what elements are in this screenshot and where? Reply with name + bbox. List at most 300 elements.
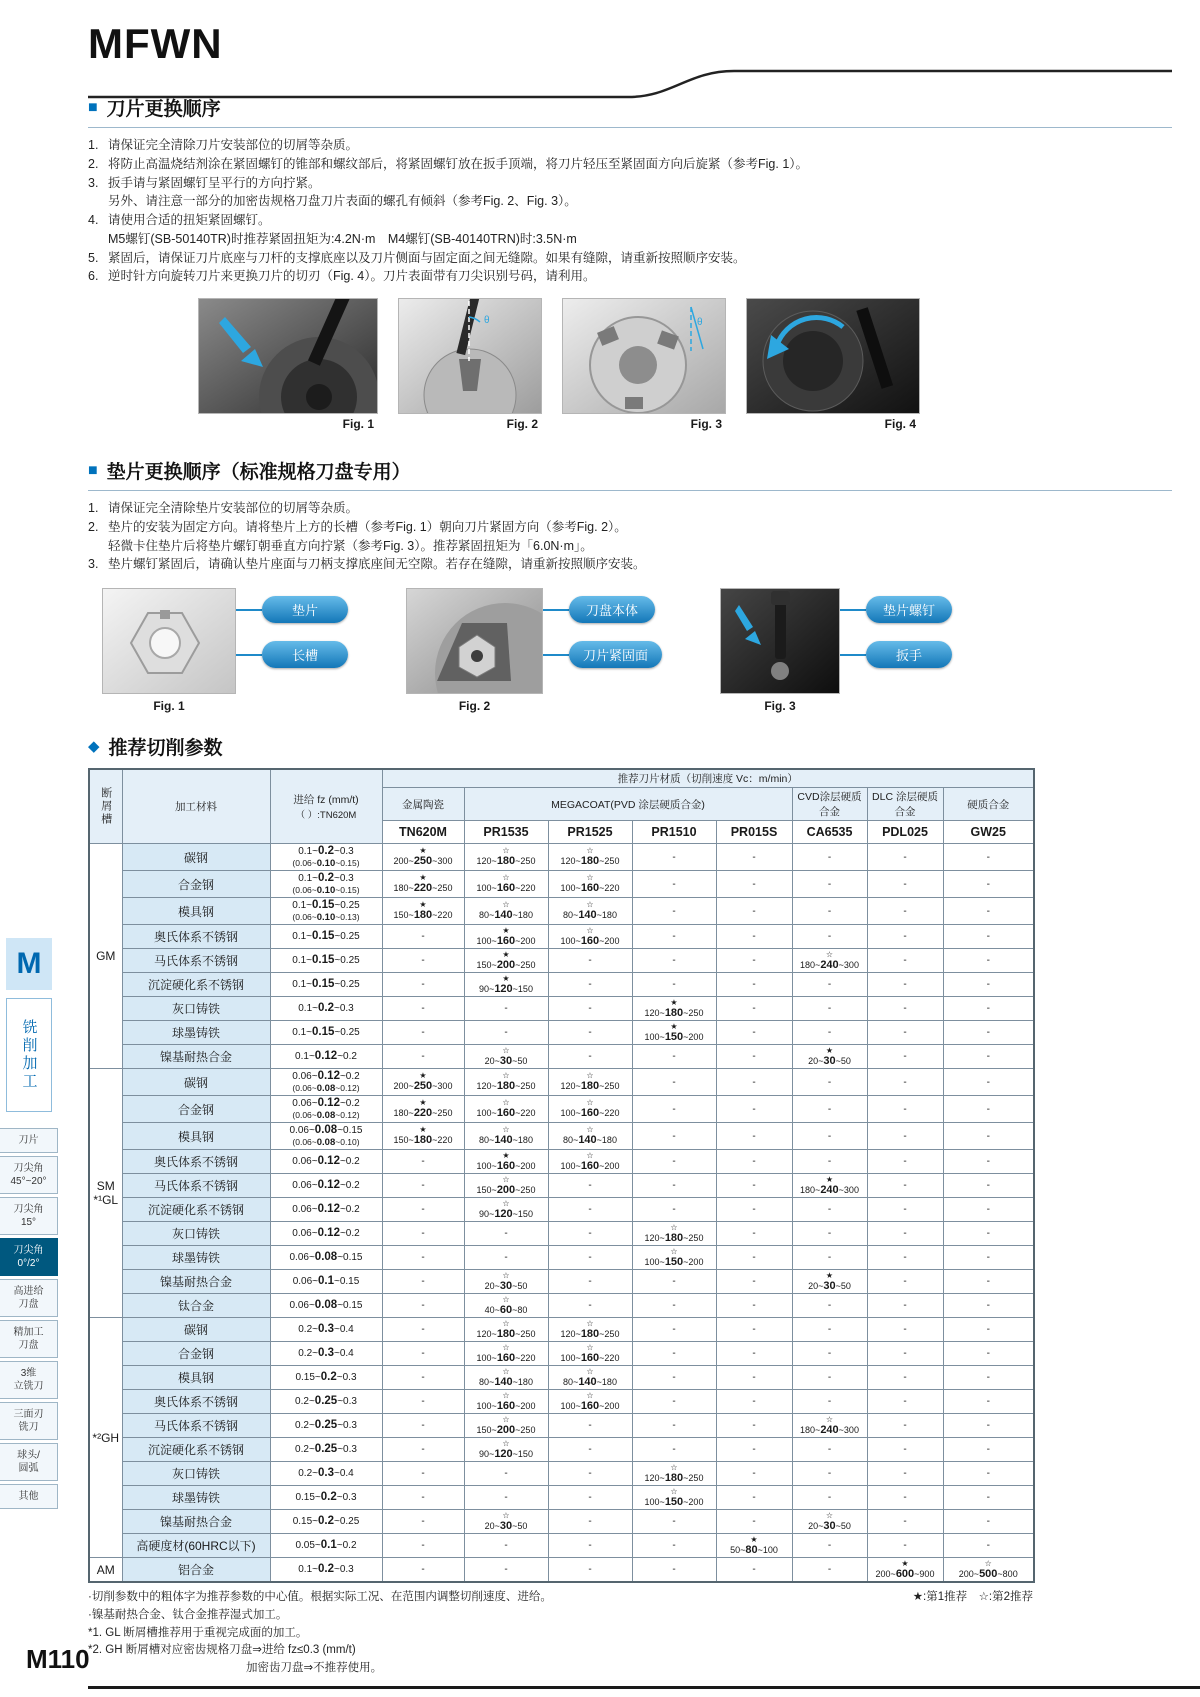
empty-cell: - (716, 1366, 792, 1390)
empty-cell: - (792, 973, 867, 997)
instruction-step-line (88, 230, 1172, 249)
empty-cell: - (943, 1366, 1034, 1390)
empty-cell: - (632, 1318, 716, 1342)
empty-cell: - (548, 1534, 632, 1558)
speed-cell: ★ 200~250~300 (382, 844, 464, 871)
empty-cell: - (792, 1069, 867, 1096)
table-row (89, 898, 1034, 925)
shim-figure-3-label: Fig. 3 (764, 699, 796, 713)
empty-cell: - (792, 844, 867, 871)
sidebar-tab-6[interactable]: 3维 立铣刀 (0, 1361, 58, 1399)
step-text: 扳手请与紧固螺钉呈平行的方向拧紧。 (108, 175, 321, 190)
step-number: 2. (88, 156, 99, 171)
insert-figure-1 (198, 298, 378, 431)
speed-cell: ★ 100~160~200 (464, 1150, 548, 1174)
notes-list (88, 1589, 1033, 1678)
empty-cell: - (943, 1294, 1034, 1318)
sidebar-tab-0[interactable]: 刀片 (0, 1128, 58, 1153)
feed-cell: 0.2~0.3~0.4 (270, 1462, 382, 1486)
table-note: ·切削参数中的粗体字为推荐参数的中心值。根据实际工况、在范围内调整切削速度、进给。 (88, 1591, 552, 1603)
step-text: 垫片的安装为固定方向。请将垫片上方的长槽（参考Fig. 1）朝向刀片紧固方向（参考Fig. 2）。 (108, 519, 627, 534)
recommendation-star: ☆ (502, 1098, 510, 1107)
speed-cell: ★ 100~160~200 (464, 925, 548, 949)
recommendation-star: ★ (419, 900, 427, 909)
recommendation-star: ☆ (502, 1390, 510, 1400)
grade-header: TN620M (382, 821, 464, 844)
section2-title: 垫片更换顺序（标准规格刀盘专用） (106, 462, 411, 483)
table-row (89, 1222, 1034, 1246)
callout-pill: 刀片紧固面 (569, 641, 662, 668)
table-row (89, 1150, 1034, 1174)
insert-figure-2-label: Fig. 2 (506, 417, 538, 431)
empty-cell: - (548, 1045, 632, 1069)
section1-title: 刀片更换顺序 (106, 99, 221, 120)
feed-cell: 0.2~0.3~0.4 (270, 1342, 382, 1366)
sidebar-tab-2[interactable]: 刀尖角 15° (0, 1197, 58, 1235)
empty-cell: - (632, 1096, 716, 1123)
material-cell: 镍基耐热合金 (122, 1270, 270, 1294)
step-text: 将防止高温烧结剂涂在紧固螺钉的锥部和螺纹部后，将紧固螺钉放在扳手顶端，将刀片轻压至紧固面方向后旋紧（参考Fig. 1）。 (108, 156, 809, 171)
bottom-rule (88, 1686, 1200, 1689)
empty-cell: - (792, 871, 867, 898)
material-cell: 球墨铸铁 (122, 1021, 270, 1045)
speed-cell: ☆ 20~30~50 (464, 1510, 548, 1534)
table-row (89, 1270, 1034, 1294)
empty-cell: - (792, 1486, 867, 1510)
speed-cell: ☆ 100~150~200 (632, 1486, 716, 1510)
recommendation-star: ☆ (586, 1071, 594, 1080)
empty-cell: - (632, 1414, 716, 1438)
empty-cell: - (716, 1414, 792, 1438)
insert-figure-4 (746, 298, 920, 431)
feed-cell: 0.06~0.12~0.2 (270, 1222, 382, 1246)
sidebar-tab-1[interactable]: 刀尖角 45°~20° (0, 1156, 58, 1194)
speed-cell: ☆ 150~200~250 (464, 1414, 548, 1438)
empty-cell: - (632, 1294, 716, 1318)
grade-header: PR1535 (464, 821, 548, 844)
empty-cell: - (792, 1096, 867, 1123)
feed-cell: 0.06~0.08~0.15 (0.06~0.08~0.10) (270, 1123, 382, 1150)
speed-cell: ☆ 120~180~250 (548, 1318, 632, 1342)
feed-cell: 0.1~0.15~0.25 (270, 949, 382, 973)
speed-cell: ☆ 100~160~200 (548, 1150, 632, 1174)
empty-cell: - (716, 844, 792, 871)
table-note: *1. GL 断屑槽推荐用于重视完成面的加工。 (88, 1626, 308, 1639)
empty-cell: - (632, 1342, 716, 1366)
empty-cell: - (943, 1069, 1034, 1096)
callout-pill: 垫片螺钉 (866, 596, 952, 623)
step-text: 逆时针方向旋转刀片来更换刀片的切刃（Fig. 4）。刀片表面带有刀尖识别号码，请利用。 (108, 269, 596, 284)
sidebar-index-letter[interactable]: M (6, 938, 52, 990)
material-cell: 碳钢 (122, 1318, 270, 1342)
empty-cell: - (548, 1270, 632, 1294)
empty-cell: - (943, 1486, 1034, 1510)
callout-clamp-face (543, 641, 662, 668)
empty-cell: - (632, 1438, 716, 1462)
empty-cell: - (382, 1150, 464, 1174)
empty-cell: - (382, 949, 464, 973)
empty-cell: - (943, 844, 1034, 871)
empty-cell: - (867, 1366, 943, 1390)
empty-cell: - (867, 973, 943, 997)
step-number: 2. (88, 519, 99, 534)
breaker-column-header: 断屑槽 (89, 769, 122, 844)
table-row (89, 1021, 1034, 1045)
shim-slot (160, 610, 170, 619)
empty-cell: - (632, 949, 716, 973)
empty-cell: - (382, 997, 464, 1021)
empty-cell: - (632, 1534, 716, 1558)
speed-cell: ☆ 100~160~220 (548, 871, 632, 898)
instruction-step-line (88, 267, 1172, 286)
empty-cell: - (382, 1294, 464, 1318)
empty-cell: - (464, 1246, 548, 1270)
recommendation-star: ☆ (502, 1270, 510, 1280)
speed-cell: ☆ 80~140~180 (548, 1123, 632, 1150)
recommendation-star: ☆ (670, 1486, 678, 1496)
grade-group-header: DLC 涂层硬质合金 (867, 788, 943, 821)
empty-cell: - (632, 1150, 716, 1174)
empty-cell: - (867, 1045, 943, 1069)
recommendation-star: ☆ (502, 1071, 510, 1080)
feed-cell: 0.05~0.1~0.2 (270, 1534, 382, 1558)
empty-cell: - (867, 898, 943, 925)
recommendation-star: ☆ (586, 1098, 594, 1107)
recommendation-star: ☆ (586, 1342, 594, 1352)
empty-cell: - (716, 949, 792, 973)
empty-cell: - (943, 871, 1034, 898)
section2-rule (88, 490, 1172, 491)
feed-cell: 0.2~0.25~0.3 (270, 1414, 382, 1438)
empty-cell: - (867, 1510, 943, 1534)
diamond-bullet-icon: ◆ (88, 737, 100, 755)
empty-cell: - (548, 1462, 632, 1486)
speed-cell: ★ 180~240~300 (792, 1174, 867, 1198)
sidebar-tab-8[interactable]: 球头/ 圆弧 (0, 1443, 58, 1481)
shim-fig2-photo (406, 588, 543, 694)
sidebar-tab-3[interactable]: 刀尖角 0°/2° (0, 1238, 58, 1276)
empty-cell: - (548, 1438, 632, 1462)
page-number: M110 (26, 1644, 90, 1674)
table-row (89, 844, 1034, 871)
sidebar-tab-9[interactable]: 其他 (0, 1484, 58, 1509)
empty-cell: - (792, 1246, 867, 1270)
table-row (89, 1246, 1034, 1270)
feed-cell: 0.1~0.15~0.25 (0.06~0.10~0.13) (270, 898, 382, 925)
table-row (89, 1123, 1034, 1150)
recommendation-star: ☆ (825, 1414, 834, 1424)
recommendation-star: ★ (502, 949, 510, 959)
speed-cell: ☆ 90~120~150 (464, 1198, 548, 1222)
empty-cell: - (632, 1558, 716, 1583)
empty-cell: - (716, 973, 792, 997)
step-number: 6. (88, 269, 99, 284)
breaker-group-cell: SM *¹GL (89, 1069, 122, 1318)
empty-cell: - (792, 1150, 867, 1174)
sidebar (0, 938, 64, 1509)
feed-cell: 0.15~0.2~0.3 (270, 1366, 382, 1390)
recommendation-star: ☆ (586, 900, 594, 909)
table-note: *2. GH 断屑槽对应密齿规格刀盘⇒进给 fz≤0.3 (mm/t) (88, 1644, 356, 1657)
empty-cell: - (632, 925, 716, 949)
recommendation-star: ★ (825, 1174, 834, 1184)
insert-steps (88, 136, 1172, 286)
empty-cell: - (867, 1534, 943, 1558)
feed-cell: 0.06~0.08~0.15 (270, 1294, 382, 1318)
empty-cell: - (716, 1069, 792, 1096)
section-cutting-params (88, 733, 1172, 1678)
recommendation-star: ☆ (502, 1342, 510, 1352)
table-row (89, 1318, 1034, 1342)
empty-cell: - (792, 1462, 867, 1486)
table-row (89, 973, 1034, 997)
empty-cell: - (632, 844, 716, 871)
step-number (88, 230, 108, 249)
speed-cell: ★ 200~600~900 (867, 1558, 943, 1583)
empty-cell: - (792, 1534, 867, 1558)
material-cell: 沉淀硬化系不锈钢 (122, 1438, 270, 1462)
recommendation-star: ☆ (502, 1438, 510, 1448)
recommendation-star: ☆ (586, 873, 594, 882)
callout-cutter-body (543, 596, 662, 623)
recommendation-star: ☆ (502, 1198, 510, 1208)
recommendation-star: ☆ (825, 1510, 834, 1520)
shim-figure-3 (720, 588, 952, 713)
empty-cell: - (632, 973, 716, 997)
recommendation-star: ☆ (825, 949, 834, 959)
section-insert-replacement (88, 94, 1172, 431)
empty-cell: - (382, 1198, 464, 1222)
shim-steps (88, 499, 1172, 574)
empty-cell: - (464, 1021, 548, 1045)
speed-cell: ★ 120~180~250 (632, 997, 716, 1021)
callout-pill: 垫片 (262, 596, 348, 623)
step-text: 垫片螺钉紧固后，请确认垫片座面与刀柄支撑底座间无空隙。若存在缝隙，请重新按照顺序安装。 (108, 557, 646, 572)
empty-cell: - (548, 997, 632, 1021)
empty-cell: - (716, 898, 792, 925)
callout-slot (236, 641, 348, 668)
step-text: M5螺钉(SB-50140TR)时推荐紧固扭矩为:4.2N·m M4螺钉(SB-40140TRN)时:3.5N·m (108, 231, 577, 246)
material-cell: 灰口铸铁 (122, 997, 270, 1021)
instruction-step-line (88, 174, 1172, 193)
grade-header: CA6535 (792, 821, 867, 844)
material-cell: 球墨铸铁 (122, 1486, 270, 1510)
insert-figure-2 (398, 298, 542, 431)
sidebar-tabs (0, 1128, 58, 1509)
table-notes (88, 1589, 1033, 1678)
speed-cell: ☆ 20~30~50 (464, 1270, 548, 1294)
empty-cell: - (464, 1462, 548, 1486)
speed-cell: ★ 180~220~250 (382, 871, 464, 898)
empty-cell: - (382, 925, 464, 949)
insert-fig2-photo (398, 298, 542, 414)
feed-column-header: 进给 fz (mm/t) （ ）:TN620M (270, 769, 382, 844)
speed-cell: ☆ 100~160~220 (464, 1342, 548, 1366)
empty-cell: - (548, 1021, 632, 1045)
empty-cell: - (548, 1510, 632, 1534)
empty-cell: - (632, 1069, 716, 1096)
empty-cell: - (867, 1222, 943, 1246)
empty-cell: - (464, 997, 548, 1021)
recommendation-star: ☆ (502, 900, 510, 909)
section1-title-row (88, 94, 1172, 121)
speed-cell: ☆ 100~160~220 (548, 1342, 632, 1366)
material-cell: 高硬度材(60HRC以下) (122, 1534, 270, 1558)
recommendation-star: ☆ (670, 1462, 678, 1472)
recommendation-star: ☆ (586, 1390, 594, 1400)
table-row (89, 1534, 1034, 1558)
grade-group-header: MEGACOAT(PVD 涂层硬质合金) (464, 788, 792, 821)
recommendation-star: ☆ (586, 1318, 594, 1328)
empty-cell: - (632, 1045, 716, 1069)
table-row (89, 1069, 1034, 1096)
empty-cell: - (548, 949, 632, 973)
grade-header: PR015S (716, 821, 792, 844)
leader-line (543, 654, 569, 656)
speed-cell: ☆ 100~160~200 (548, 1390, 632, 1414)
step-number: 5. (88, 250, 99, 265)
empty-cell: - (716, 1486, 792, 1510)
table-row (89, 1174, 1034, 1198)
recommendation-star: ★ (825, 1270, 834, 1280)
empty-cell: - (867, 1246, 943, 1270)
empty-cell: - (716, 1222, 792, 1246)
empty-cell: - (867, 925, 943, 949)
empty-cell: - (792, 997, 867, 1021)
empty-cell: - (867, 871, 943, 898)
feed-cell: 0.1~0.15~0.25 (270, 925, 382, 949)
speed-cell: ★ 150~180~220 (382, 898, 464, 925)
empty-cell: - (632, 1174, 716, 1198)
sidebar-section-milling[interactable]: 铣削加工 (6, 998, 52, 1112)
empty-cell: - (632, 1366, 716, 1390)
recommendation-star: ☆ (502, 1045, 510, 1055)
instruction-step-line (88, 555, 1172, 574)
step-number: 1. (88, 138, 99, 152)
speed-cell: ★ 100~150~200 (632, 1021, 716, 1045)
material-cell: 合金钢 (122, 871, 270, 898)
empty-cell: - (548, 1246, 632, 1270)
callout-wrench (840, 641, 952, 668)
material-cell: 模具钢 (122, 1366, 270, 1390)
feed-cell: 0.2~0.3~0.4 (270, 1318, 382, 1342)
empty-cell: - (867, 1390, 943, 1414)
empty-cell: - (792, 1123, 867, 1150)
empty-cell: - (382, 1222, 464, 1246)
instruction-step-line (88, 518, 1172, 537)
speed-cell: ★ 20~30~50 (792, 1045, 867, 1069)
theta-annotation: θ (484, 315, 490, 326)
recommendation-star: ★ (419, 846, 427, 855)
empty-cell: - (716, 1558, 792, 1583)
speed-cell: ★ 20~30~50 (792, 1270, 867, 1294)
empty-cell: - (382, 1045, 464, 1069)
empty-cell: - (792, 1198, 867, 1222)
empty-cell: - (943, 1462, 1034, 1486)
empty-cell: - (943, 1021, 1034, 1045)
recommendation-star: ☆ (670, 1222, 678, 1232)
table-row (89, 1198, 1034, 1222)
empty-cell: - (867, 1438, 943, 1462)
empty-cell: - (943, 1270, 1034, 1294)
speed-cell: ☆ 100~160~220 (548, 1096, 632, 1123)
grade-group-header: 硬质合金 (943, 788, 1034, 821)
recommendation-star: ☆ (586, 1150, 594, 1160)
empty-cell: - (716, 1462, 792, 1486)
recommendation-star: ☆ (586, 846, 594, 855)
sidebar-tab-5[interactable]: 精加工 刀盘 (0, 1320, 58, 1358)
empty-cell: - (716, 1390, 792, 1414)
grade-group-header: 金属陶瓷 (382, 788, 464, 821)
shim-fig3-photo (720, 588, 840, 694)
recommendation-star: ☆ (984, 1558, 992, 1568)
recommendation-star: ☆ (502, 1318, 510, 1328)
feed-cell: 0.1~0.2~0.3 (0.06~0.10~0.15) (270, 871, 382, 898)
empty-cell: - (943, 1438, 1034, 1462)
sidebar-tab-7[interactable]: 三面刃 铣刀 (0, 1402, 58, 1440)
empty-cell: - (792, 1318, 867, 1342)
empty-cell: - (382, 1390, 464, 1414)
speed-cell: ★ 50~80~100 (716, 1534, 792, 1558)
table-row (89, 1438, 1034, 1462)
breaker-group-cell: *²GH (89, 1318, 122, 1558)
empty-cell: - (382, 1021, 464, 1045)
step-number (88, 537, 108, 556)
step-text: 请保证完全清除刀片安装部位的切屑等杂质。 (108, 138, 359, 152)
empty-cell: - (792, 1366, 867, 1390)
table-row (89, 1558, 1034, 1583)
empty-cell: - (382, 1174, 464, 1198)
empty-cell: - (632, 1123, 716, 1150)
recommendation-star: ★ (419, 873, 427, 882)
table-row (89, 1486, 1034, 1510)
empty-cell: - (548, 1198, 632, 1222)
feed-cell: 0.1~0.2~0.3 (270, 997, 382, 1021)
empty-cell: - (867, 1462, 943, 1486)
empty-cell: - (792, 1438, 867, 1462)
recommendation-star: ★ (502, 1150, 510, 1160)
empty-cell: - (867, 997, 943, 1021)
feed-cell: 0.06~0.1~0.15 (270, 1270, 382, 1294)
step-number: 3. (88, 175, 99, 190)
page-title: MFWN (88, 20, 223, 67)
empty-cell: - (548, 1558, 632, 1583)
leader-line (840, 609, 866, 611)
table-row (89, 1045, 1034, 1069)
sidebar-tab-4[interactable]: 高进给 刀盘 (0, 1279, 58, 1317)
empty-cell: - (632, 1198, 716, 1222)
empty-cell: - (867, 949, 943, 973)
speed-cell: ☆ 80~140~180 (464, 1123, 548, 1150)
feed-cell: 0.06~0.12~0.2 (0.06~0.08~0.12) (270, 1096, 382, 1123)
feed-cell: 0.06~0.08~0.15 (270, 1246, 382, 1270)
instruction-step-line (88, 211, 1172, 230)
empty-cell: - (716, 1294, 792, 1318)
empty-cell: - (867, 1414, 943, 1438)
material-cell: 模具钢 (122, 898, 270, 925)
empty-cell: - (792, 1342, 867, 1366)
empty-cell: - (548, 1294, 632, 1318)
table-row (89, 1390, 1034, 1414)
empty-cell: - (867, 1270, 943, 1294)
recommendation-star: ★ (419, 1098, 427, 1107)
table-note: ·镍基耐热合金、钛合金推荐湿式加工。 (88, 1608, 288, 1621)
instruction-step-line (88, 499, 1172, 518)
callout-pill: 刀盘本体 (569, 596, 655, 623)
breaker-group-cell: GM (89, 844, 122, 1069)
material-cell: 灰口铸铁 (122, 1462, 270, 1486)
speed-cell: ★ 200~250~300 (382, 1069, 464, 1096)
